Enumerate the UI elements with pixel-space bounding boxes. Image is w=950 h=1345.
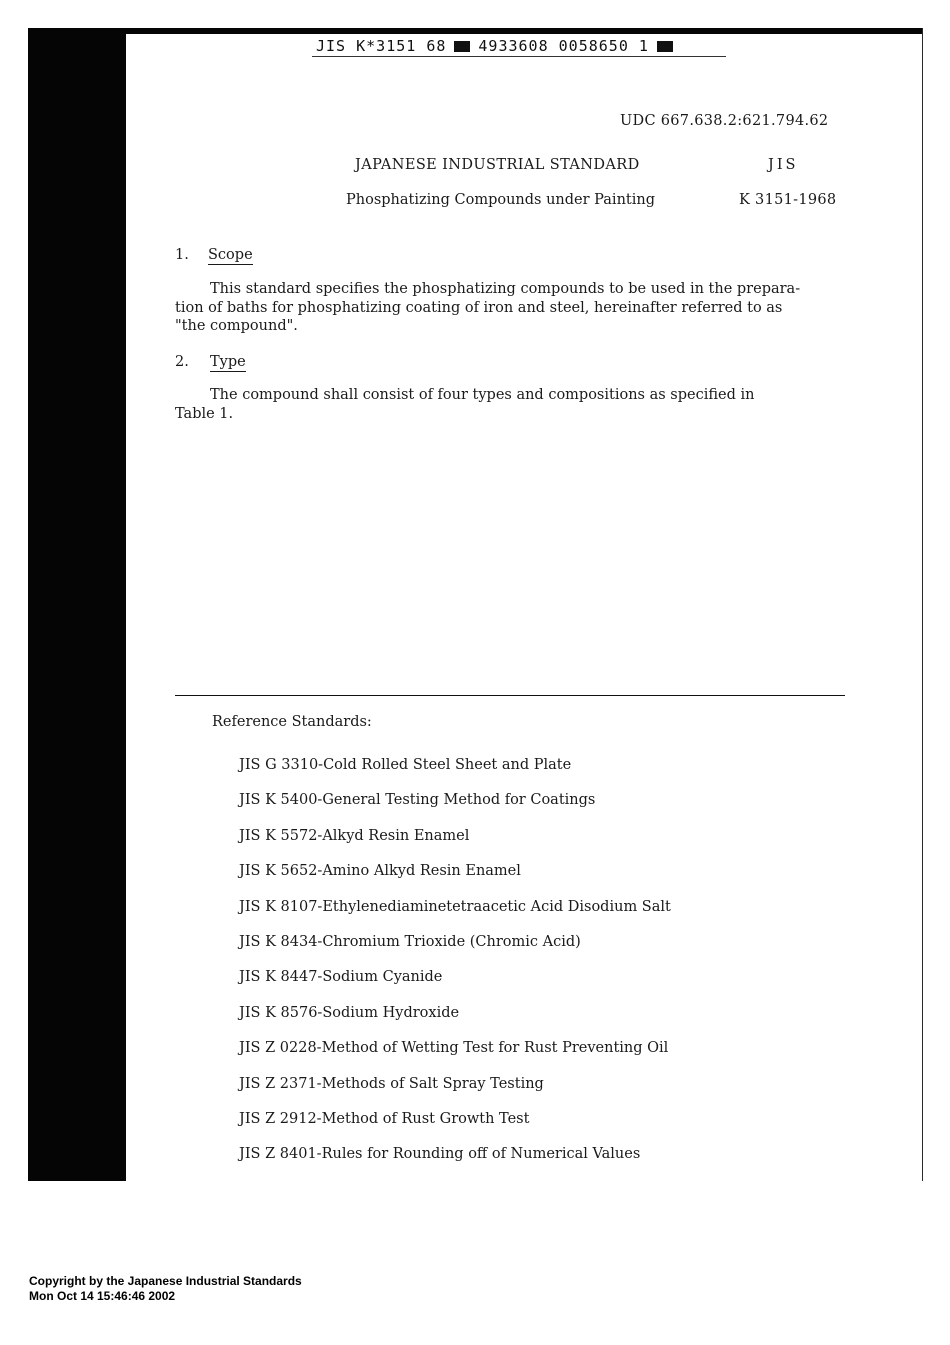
reference-item: JIS Z 0228-Method of Wetting Test for Rust Preventing Oil <box>239 1040 669 1057</box>
reference-item: JIS K 8434-Chromium Trioxide (Chromic Acid) <box>239 933 581 950</box>
reference-item: JIS K 8107-Ethylenediaminetetraacetic Acid Disodium Salt <box>239 898 671 915</box>
standard-title: JAPANESE INDUSTRIAL STANDARD <box>355 157 640 173</box>
reference-item: JIS G 3310-Cold Rolled Steel Sheet and Plate <box>239 757 572 773</box>
redaction-block-icon <box>657 41 673 52</box>
catalog-underline <box>312 56 726 57</box>
jis-mark: JIS <box>768 157 799 173</box>
copyright-text: Copyright by the Japanese Industrial Standards <box>29 1274 302 1288</box>
reference-heading: Reference Standards: <box>212 714 372 730</box>
catalog-digits: 4933608 0058650 1 <box>478 37 649 55</box>
copyright-footer <box>29 1274 302 1304</box>
reference-divider <box>175 695 845 696</box>
reference-item: JIS K 5400-General Testing Method for Coatings <box>239 792 596 809</box>
redaction-block-icon <box>454 41 470 52</box>
type-paragraph <box>175 386 845 423</box>
paragraph-line: Table 1. <box>175 405 234 422</box>
document-title: Phosphatizing Compounds under Painting <box>346 192 655 208</box>
scan-right-edge <box>922 28 923 1181</box>
scope-paragraph <box>175 280 845 336</box>
reference-item: JIS K 5652-Amino Alkyd Resin Enamel <box>239 863 521 880</box>
section-number: 1. <box>175 247 189 263</box>
section-number: 2. <box>175 354 189 370</box>
udc-code: UDC 667.638.2:621.794.62 <box>620 113 829 129</box>
reference-item: JIS K 8447-Sodium Cyanide <box>239 969 443 986</box>
reference-item: JIS K 8576-Sodium Hydroxide <box>239 1004 460 1021</box>
paragraph-line: The compound shall consist of four types and compositions as specified in <box>210 387 755 403</box>
reference-item: JIS Z 2371-Methods of Salt Spray Testing <box>239 1075 544 1092</box>
scan-left-border <box>28 28 126 1181</box>
section-title-scope: Scope <box>208 247 253 263</box>
section-title-type: Type <box>210 354 246 370</box>
reference-item: JIS Z 2912-Method of Rust Growth Test <box>239 1110 530 1127</box>
document-number: K 3151-1968 <box>739 192 837 208</box>
paragraph-line: This standard specifies the phosphatizing compounds to be used in the prepara- <box>210 281 801 297</box>
reference-list <box>239 757 671 1182</box>
paragraph-line: tion of baths for phosphatizing coating of iron and steel, hereinafter referred to as <box>175 299 783 316</box>
catalog-line <box>316 37 673 55</box>
timestamp-text: Mon Oct 14 15:46:46 2002 <box>29 1289 176 1303</box>
reference-item: JIS Z 8401-Rules for Rounding off of Numerical Values <box>239 1146 641 1163</box>
scan-top-border <box>126 28 923 34</box>
catalog-code: JIS K*3151 68 <box>316 37 447 55</box>
paragraph-line: "the compound". <box>175 318 298 334</box>
reference-item: JIS K 5572-Alkyd Resin Enamel <box>239 827 470 844</box>
